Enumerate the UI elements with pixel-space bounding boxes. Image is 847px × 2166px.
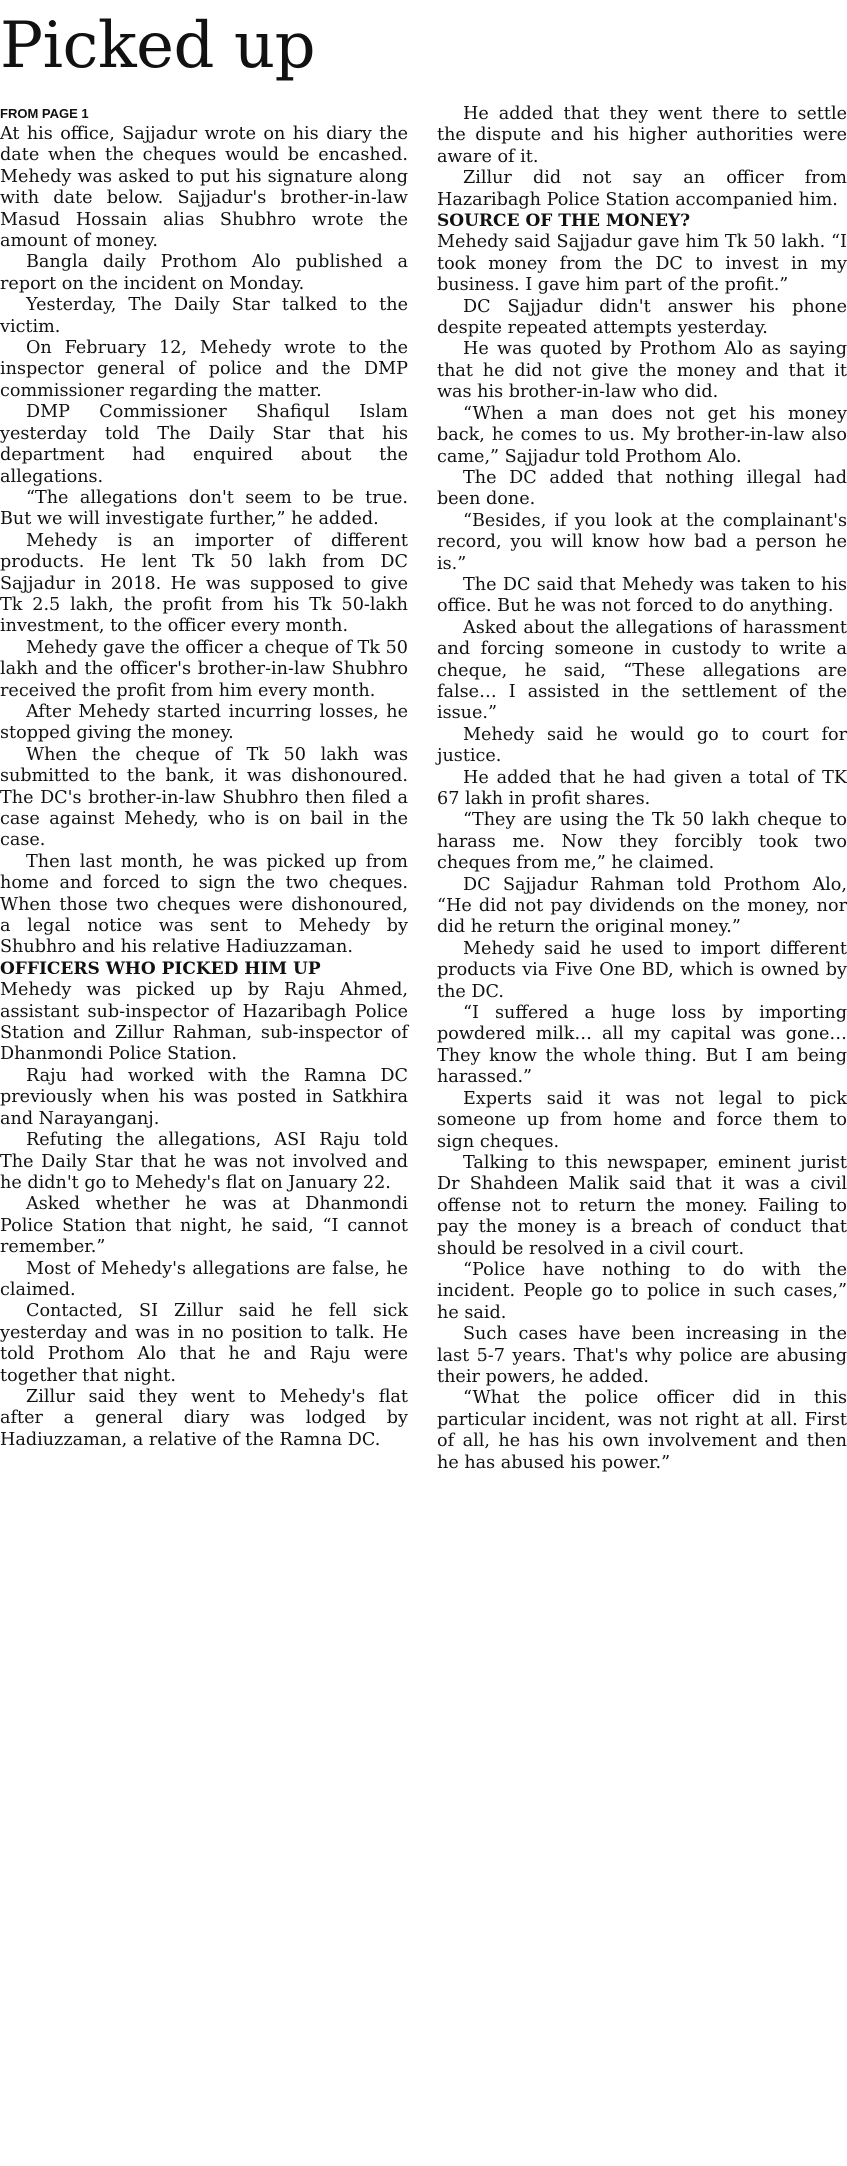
paragraph: “The allegations don't seem to be true. But we will investigate further,” he added. bbox=[0, 487, 408, 530]
paragraph: Bangla daily Prothom Alo published a report on the incident on Monday. bbox=[0, 252, 408, 294]
paragraph: Experts said it was not legal to pick someone up from home and force them to sign cheques. bbox=[437, 1088, 847, 1152]
paragraph: He was quoted by Prothom Alo as saying that he did not give the money and that it was his brother-in-law who did. bbox=[437, 339, 847, 403]
paragraph: “Police have nothing to do with the incident. People go to police in such cases,” he said. bbox=[437, 1259, 847, 1323]
paragraph: DMP Commissioner Shafiqul Islam yesterday told The Daily Star that his department had enquired about the allegations. bbox=[0, 402, 408, 487]
paragraph: Then last month, he was picked up from home and forced to sign the two cheques. When those two cheques were dishonoured, a legal notice was sent to Mehedy by Shubhro and his relative Hadiuzzaman. bbox=[0, 851, 408, 958]
subhead-officers: OFFICERS WHO PICKED HIM UP bbox=[0, 958, 321, 979]
paragraph: “Besides, if you look at the complainant's record, you will know how bad a person he is.” bbox=[437, 510, 847, 574]
paragraph: Mehedy said he would go to court for justice. bbox=[437, 724, 847, 767]
paragraph: After Mehedy started incurring losses, he stopped giving the money. bbox=[0, 701, 408, 744]
paragraph: “They are using the Tk 50 lakh cheque to harass me. Now they forcibly took two cheques from me,” he claimed. bbox=[437, 810, 847, 874]
paragraph: Mehedy said Sajjadur gave him Tk 50 lakh. “I took money from the DC to invest in my business. I gave him part of the profit.” bbox=[437, 232, 847, 296]
paragraph: He added that he had given a total of TK 67 lakh in profit shares. bbox=[437, 767, 847, 809]
paragraph: Raju had worked with the Ramna DC previously when his was posted in Satkhira and Narayanganj. bbox=[0, 1065, 408, 1129]
paragraph: Mehedy gave the officer a cheque of Tk 50 lakh and the officer's brother-in-law Shubhro received the profit from him every month. bbox=[0, 637, 408, 701]
paragraph: Talking to this newspaper, eminent jurist Dr Shahdeen Malik said that it was a civil offense not to return the money. Failing to pay the money is a breach of conduct that should be resolved in a civil court. bbox=[437, 1152, 847, 1259]
paragraph: Zillur did not say an officer from Hazaribagh Police Station accompanied him. bbox=[437, 168, 847, 210]
paragraph: Contacted, SI Zillur said he fell sick yesterday and was in no position to talk. He told Prothom Alo that he and Raju were together that night. bbox=[0, 1301, 408, 1386]
paragraph: Zillur said they went to Mehedy's flat after a general diary was lodged by Hadiuzzaman, a relative of the Ramna DC. bbox=[0, 1386, 408, 1450]
paragraph: The DC added that nothing illegal had been done. bbox=[437, 467, 847, 510]
subhead-source: SOURCE OF THE MONEY? bbox=[437, 211, 691, 232]
paragraph: Refuting the allegations, ASI Raju told The Daily Star that he was not involved and he didn't go to Mehedy's flat on January 22. bbox=[0, 1130, 408, 1193]
headline: Picked up bbox=[0, 9, 316, 83]
paragraph: “When a man does not get his money back, he comes to us. My brother-in-law also came,” Sajjadur told Prothom Alo. bbox=[437, 403, 847, 467]
paragraph: Mehedy is an importer of different products. He lent Tk 50 lakh from DC Sajjadur in 2018. He was supposed to give Tk 2.5 lakh, the profit from his Tk 50-lakh investment, to the officer every month. bbox=[0, 530, 408, 637]
paragraph: At his office, Sajjadur wrote on his diary the date when the cheques would be encashed. Mehedy was asked to put his signature along with date below. Sajjadur's brother-in-law Masud Hossain alias Shubhro wrote the amount of money. bbox=[0, 124, 408, 252]
paragraph: DC Sajjadur didn't answer his phone despite repeated attempts yesterday. bbox=[437, 296, 847, 339]
paragraph: Yesterday, The Daily Star talked to the victim. bbox=[0, 295, 408, 337]
right-column bbox=[437, 104, 847, 1474]
paragraph: Most of Mehedy's allegations are false, he claimed. bbox=[0, 1258, 408, 1300]
left-column bbox=[0, 104, 408, 1451]
paragraph: Asked whether he was at Dhanmondi Police Station that night, he said, “I cannot remember.” bbox=[0, 1194, 408, 1258]
paragraph: He added that they went there to settle the dispute and his higher authorities were aware of it. bbox=[437, 104, 847, 167]
paragraph: When the cheque of Tk 50 lakh was submitted to the bank, it was dishonoured. The DC's brother-in-law Shubhro then filed a case against Mehedy, who is on bail in the case. bbox=[0, 744, 408, 851]
paragraph: Asked about the allegations of harassment and forcing someone in custody to write a cheque, he said, “These allegations are false… I assisted in the settlement of the issue.” bbox=[437, 617, 847, 724]
paragraph: On February 12, Mehedy wrote to the inspector general of police and the DMP commissioner regarding the matter. bbox=[0, 338, 408, 401]
paragraph: Mehedy was picked up by Raju Ahmed, assistant sub-inspector of Hazaribagh Police Station and Zillur Rahman, sub-inspector of Dhanmondi Police Station. bbox=[0, 980, 408, 1065]
paragraph: Such cases have been increasing in the last 5-7 years. That's why police are abusing their powers, he added. bbox=[437, 1324, 847, 1387]
paragraph: “I suffered a huge loss by importing powdered milk… all my capital was gone… They know the whole thing. But I am being harassed.” bbox=[437, 1003, 847, 1088]
paragraph: Mehedy said he used to import different products via Five One BD, which is owned by the DC. bbox=[437, 938, 847, 1002]
continuation-kicker: FROM PAGE 1 bbox=[0, 106, 89, 121]
paragraph: DC Sajjadur Rahman told Prothom Alo, “He did not pay dividends on the money, nor did he return the original money.” bbox=[437, 874, 847, 938]
paragraph: “What the police officer did in this particular incident, was not right at all. First of all, he has his own involvement and then he has abused his power.” bbox=[437, 1388, 847, 1473]
paragraph: The DC said that Mehedy was taken to his office. But he was not forced to do anything. bbox=[437, 574, 847, 617]
